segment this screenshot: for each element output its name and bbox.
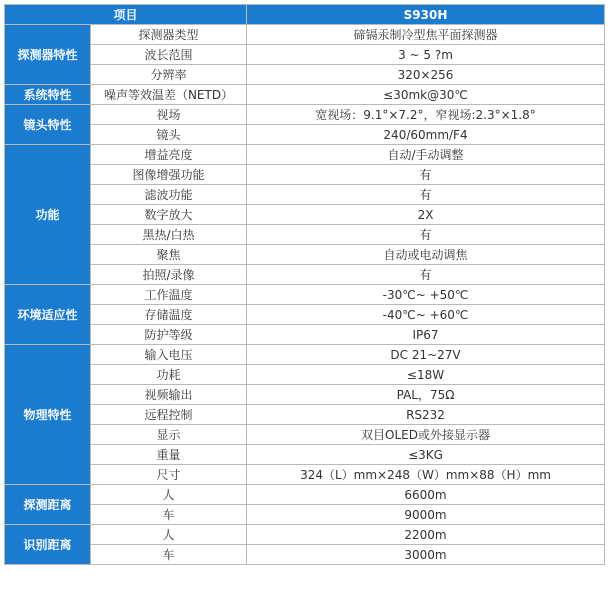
spec-value-cell: 6600m: [247, 485, 605, 505]
spec-item-cell: 波长范围: [91, 45, 247, 65]
spec-item-cell: 增益亮度: [91, 145, 247, 165]
spec-value-cell: 自动/手动调整: [247, 145, 605, 165]
spec-item-cell: 人: [91, 485, 247, 505]
spec-item-cell: 分辨率: [91, 65, 247, 85]
table-row: [5, 165, 605, 185]
spec-item-cell: 远程控制: [91, 405, 247, 425]
spec-item-cell: 数字放大: [91, 205, 247, 225]
table-row: [5, 125, 605, 145]
spec-item-cell: 输入电压: [91, 345, 247, 365]
table-row: [5, 345, 605, 365]
spec-value-cell: 双目OLED或外接显示器: [247, 425, 605, 445]
table-row: [5, 185, 605, 205]
spec-item-cell: 存储温度: [91, 305, 247, 325]
spec-value-cell: 碲镉汞制冷型焦平面探测器: [247, 25, 605, 45]
table-row: [5, 505, 605, 525]
category-cell: 物理特性: [5, 345, 91, 485]
spec-value-cell: -40℃~ +60℃: [247, 305, 605, 325]
spec-value-cell: PAL，75Ω: [247, 385, 605, 405]
spec-value-cell: 2X: [247, 205, 605, 225]
category-cell: 探测距离: [5, 485, 91, 525]
spec-value-cell: ≤3KG: [247, 445, 605, 465]
spec-value-cell: 324（L）mm×248（W）mm×88（H）mm: [247, 465, 605, 485]
spec-value-cell: 9000m: [247, 505, 605, 525]
table-row: [5, 145, 605, 165]
spec-item-cell: 显示: [91, 425, 247, 445]
table-row: [5, 465, 605, 485]
table-row: [5, 45, 605, 65]
category-cell: 环境适应性: [5, 285, 91, 345]
table-row: [5, 485, 605, 505]
table-row: [5, 225, 605, 245]
spec-value-cell: 320×256: [247, 65, 605, 85]
table-row: [5, 305, 605, 325]
spec-table: [4, 4, 605, 565]
spec-item-cell: 车: [91, 505, 247, 525]
spec-item-cell: 人: [91, 525, 247, 545]
category-cell: 识别距离: [5, 525, 91, 565]
table-row: [5, 385, 605, 405]
spec-value-cell: ≤30mk@30℃: [247, 85, 605, 105]
category-cell: 镜头特性: [5, 105, 91, 145]
spec-item-cell: 黑热/白热: [91, 225, 247, 245]
spec-value-cell: 240/60mm/F4: [247, 125, 605, 145]
table-row: [5, 405, 605, 425]
table-row: [5, 445, 605, 465]
table-row: [5, 285, 605, 305]
spec-item-cell: 尺寸: [91, 465, 247, 485]
header-model-label: S930H: [247, 5, 605, 25]
spec-item-cell: 图像增强功能: [91, 165, 247, 185]
spec-item-cell: 车: [91, 545, 247, 565]
table-row: [5, 65, 605, 85]
spec-value-cell: 自动或电动调焦: [247, 245, 605, 265]
spec-item-cell: 镜头: [91, 125, 247, 145]
header-row: [5, 5, 605, 25]
table-row: [5, 365, 605, 385]
spec-item-cell: 视场: [91, 105, 247, 125]
table-row: [5, 425, 605, 445]
spec-value-cell: ≤18W: [247, 365, 605, 385]
spec-item-cell: 聚焦: [91, 245, 247, 265]
spec-item-cell: 拍照/录像: [91, 265, 247, 285]
table-row: [5, 205, 605, 225]
header-item-label: 项目: [5, 5, 247, 25]
category-cell: 系统特性: [5, 85, 91, 105]
spec-item-cell: 探测器类型: [91, 25, 247, 45]
spec-item-cell: 视频输出: [91, 385, 247, 405]
table-row: [5, 325, 605, 345]
spec-value-cell: 宽视场：9.1°×7.2°，窄视场:2.3°×1.8°: [247, 105, 605, 125]
spec-item-cell: 防护等级: [91, 325, 247, 345]
spec-value-cell: IP67: [247, 325, 605, 345]
spec-value-cell: 有: [247, 265, 605, 285]
table-row: [5, 245, 605, 265]
table-row: [5, 25, 605, 45]
spec-item-cell: 噪声等效温差（NETD）: [91, 85, 247, 105]
spec-item-cell: 工作温度: [91, 285, 247, 305]
spec-value-cell: RS232: [247, 405, 605, 425]
spec-value-cell: 有: [247, 185, 605, 205]
spec-value-cell: 3000m: [247, 545, 605, 565]
table-row: [5, 525, 605, 545]
table-row: [5, 105, 605, 125]
spec-value-cell: DC 21~27V: [247, 345, 605, 365]
category-cell: 探测器特性: [5, 25, 91, 85]
table-row: [5, 85, 605, 105]
spec-value-cell: 有: [247, 225, 605, 245]
table-row: [5, 265, 605, 285]
spec-item-cell: 重量: [91, 445, 247, 465]
spec-item-cell: 功耗: [91, 365, 247, 385]
spec-body: [5, 25, 605, 565]
spec-value-cell: -30℃~ +50℃: [247, 285, 605, 305]
spec-value-cell: 2200m: [247, 525, 605, 545]
table-row: [5, 545, 605, 565]
spec-item-cell: 滤波功能: [91, 185, 247, 205]
spec-value-cell: 3 ~ 5 ?m: [247, 45, 605, 65]
category-cell: 功能: [5, 145, 91, 285]
spec-value-cell: 有: [247, 165, 605, 185]
